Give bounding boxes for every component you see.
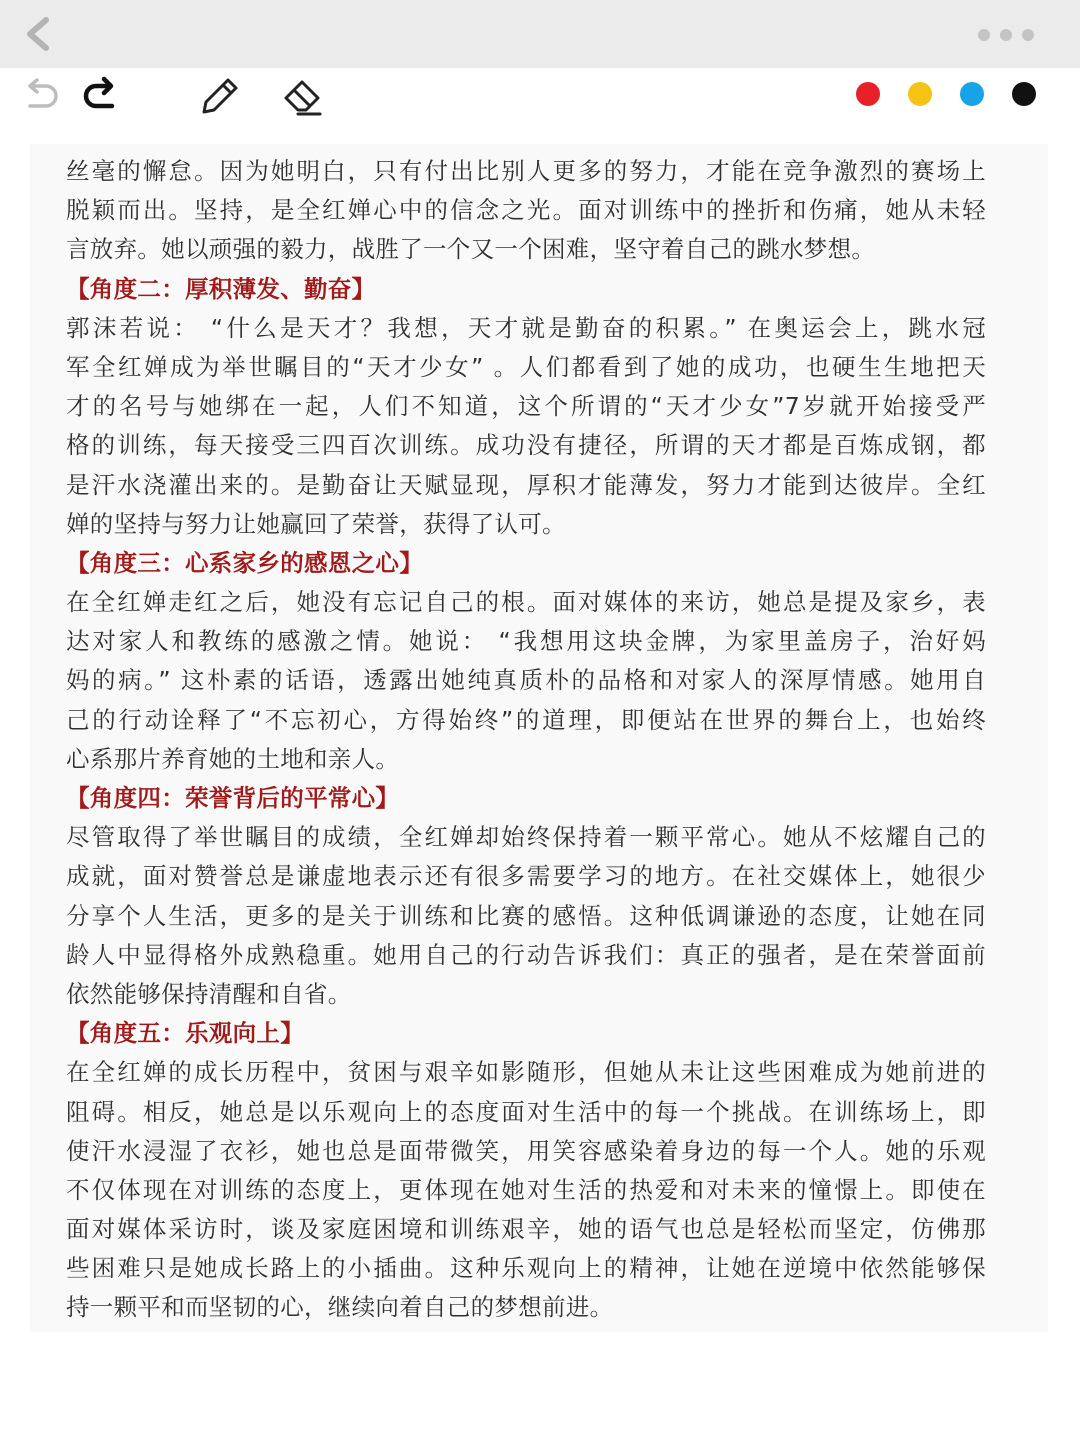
drawing-toolbar [0, 68, 1080, 138]
section-heading: 【角度二：厚积薄发、勤奋】 [66, 274, 376, 303]
more-options-icon[interactable] [972, 24, 1042, 46]
undo-icon[interactable] [22, 78, 62, 112]
text-line: 使汗水浸湿了衣衫，她也总是面带微笑，用笑容感染着身边的每一个人。她的乐观 [66, 1136, 986, 1165]
eraser-icon[interactable] [280, 74, 326, 118]
section-heading: 【角度四：荣誉背后的平常心】 [66, 784, 400, 812]
text-line: 言放弃。她以顽强的毅力，战胜了一个又一个困难，坚守着自己的跳水梦想。 [66, 235, 876, 264]
pencil-icon[interactable] [196, 74, 242, 118]
text-line: 格的训练，每天接受三四百次训练。成功没有捷径，所谓的天才都是百炼成钢，都 [66, 431, 986, 460]
text-line: 脱颖而出。坚持，是全红婵心中的信念之光。面对训练中的挫折和伤痛，她从未轻 [66, 196, 986, 225]
section-heading: 【角度五：乐观向上】 [66, 1019, 304, 1048]
text-line: 心系那片养育她的土地和亲人。 [66, 744, 400, 773]
blue-color-swatch[interactable] [960, 82, 984, 106]
text-line: 军全红婵成为举世瞩目的“天才少女” 。人们都看到了她的成功，也硬生生地把天 [66, 352, 986, 381]
section-heading: 【角度三：心系家乡的感恩之心】 [66, 548, 423, 577]
black-color-swatch[interactable] [1012, 82, 1036, 106]
text-line: 妈的病。” 这朴素的话语，透露出她纯真质朴的品格和对家人的深厚情感。她用自 [66, 666, 986, 695]
text-line: 才的名号与她绑在一起，人们不知道，这个所谓的“天才少女”7岁就开始接受严 [66, 392, 986, 421]
text-line: 持一颗平和而坚韧的心，继续向着自己的梦想前进。 [66, 1293, 614, 1322]
text-line: 达对家人和教练的感激之情。她说： “我想用这块金牌，为家里盖房子，治好妈 [66, 627, 986, 656]
text-line: 是汗水浇灌出来的。是勤奋让天赋显现，厚积才能薄发，努力才能到达彼岸。全红 [66, 470, 986, 499]
text-line: 阻碍。相反，她总是以乐观向上的态度面对生活中的每一个挑战。在训练场上，即 [66, 1097, 986, 1126]
text-line: 婵的坚持与努力让她赢回了荣誉，获得了认可。 [66, 509, 566, 538]
text-line: 面对媒体采访时，谈及家庭困境和训练艰辛，她的语气也总是轻松而坚定，仿佛那 [66, 1215, 986, 1244]
text-line: 些困难只是她成长路上的小插曲。这种乐观向上的精神，让她在逆境中依然能够保 [66, 1254, 986, 1283]
back-chevron-icon[interactable] [22, 16, 54, 52]
text-line: 在全红婵走红之后，她没有忘记自己的根。面对媒体的来访，她总是提及家乡，表 [66, 588, 986, 617]
text-line: 成就，面对赞誉总是谦虚地表示还有很多需要学习的地方。在社交媒体上，她很少 [66, 862, 986, 891]
redo-icon[interactable] [80, 76, 120, 112]
document-text [66, 152, 986, 1328]
text-line: 尽管取得了举世瞩目的成绩，全红婵却始终保持着一颗平常心。她从不炫耀自己的 [66, 823, 986, 852]
text-line: 郭沫若说： “什么是天才？我想，天才就是勤奋的积累。” 在奥运会上，跳水冠 [66, 313, 986, 342]
text-line: 龄人中显得格外成熟稳重。她用自己的行动告诉我们：真正的强者，是在荣誉面前 [66, 940, 986, 969]
text-line: 丝毫的懈怠。因为她明白，只有付出比别人更多的努力，才能在竞争激烈的赛场上 [66, 157, 986, 185]
text-line: 依然能够保持清醒和自省。 [66, 979, 352, 1008]
text-line: 不仅体现在对训练的态度上，更体现在她对生活的热爱和对未来的憧憬上。即使在 [66, 1175, 986, 1204]
text-line: 分享个人生活，更多的是关于训练和比赛的感悟。这种低调谦逊的态度，让她在同 [66, 901, 986, 930]
red-color-swatch[interactable] [856, 82, 880, 106]
top-bar [0, 0, 1080, 68]
text-line: 己的行动诠释了“不忘初心，方得始终”的道理，即便站在世界的舞台上，也始终 [66, 705, 986, 734]
yellow-color-swatch[interactable] [908, 82, 932, 106]
text-line: 在全红婵的成长历程中，贫困与艰辛如影随形，但她从未让这些困难成为她前进的 [66, 1058, 986, 1087]
